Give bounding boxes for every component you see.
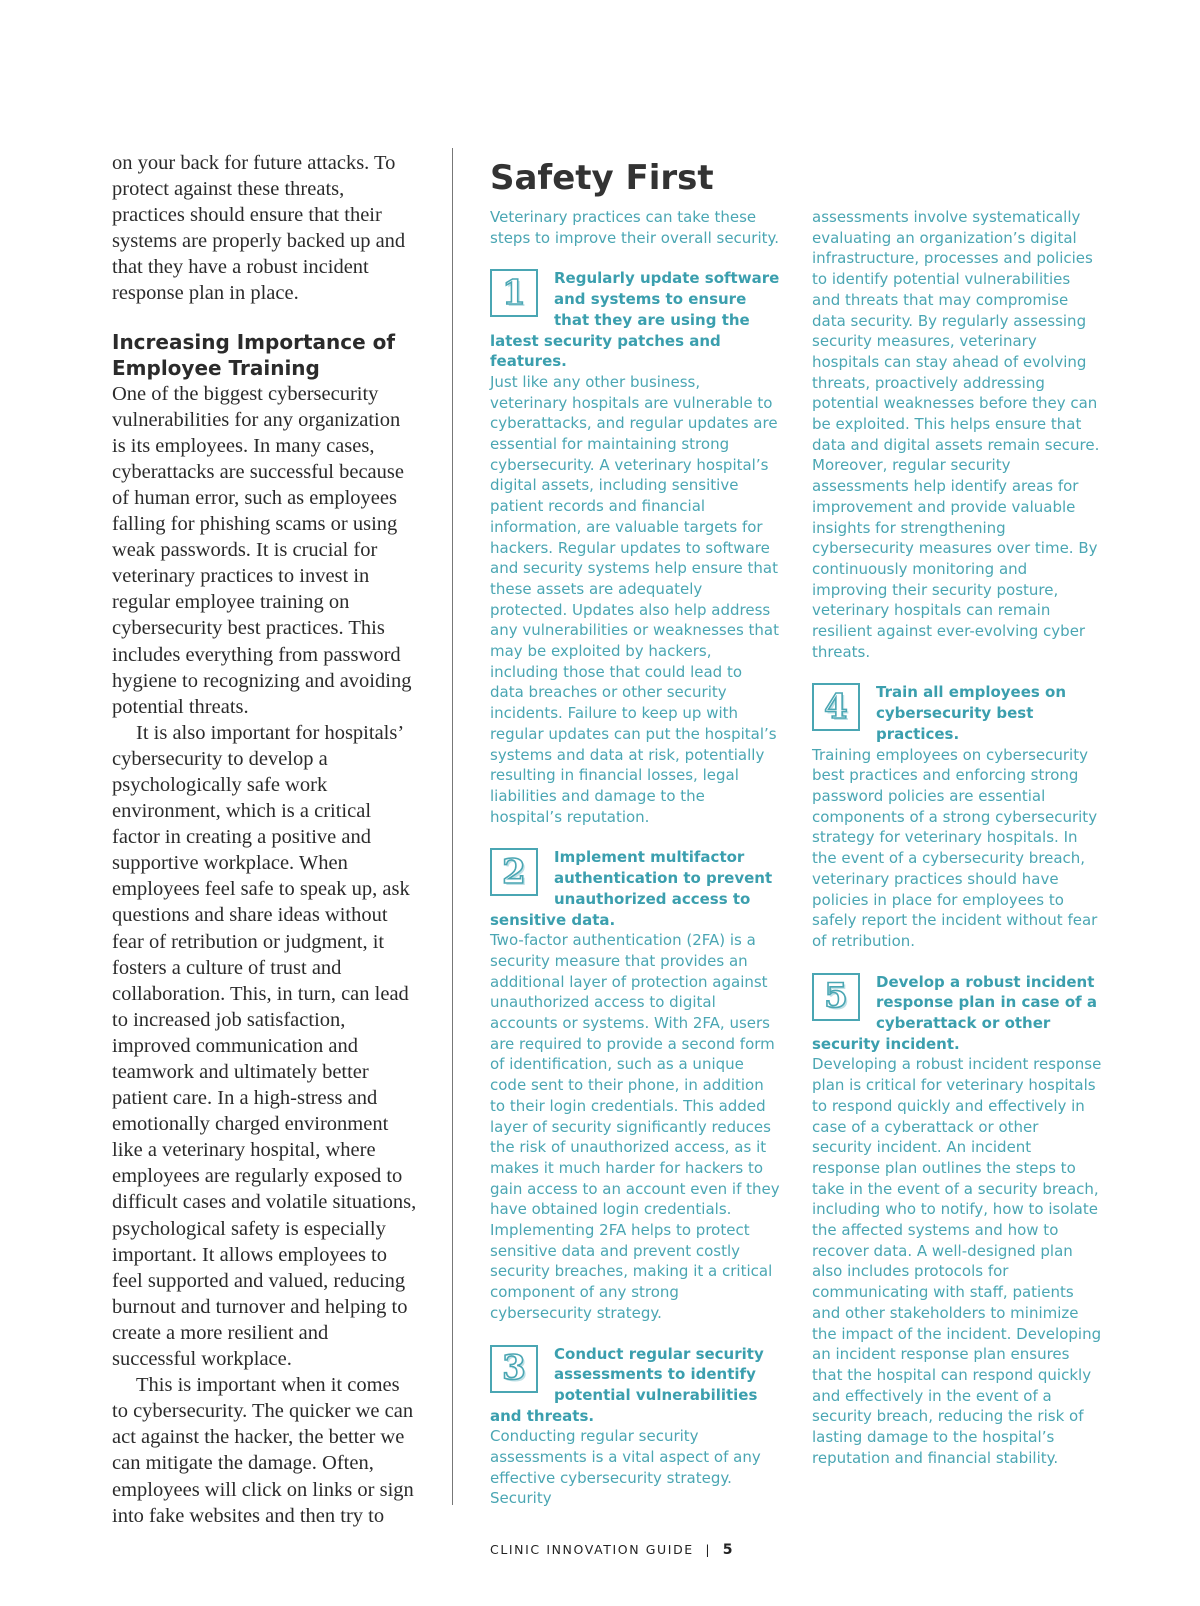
sidebar-column-right bbox=[812, 207, 1102, 1468]
section-heading: Increasing Importance of Employee Training bbox=[112, 329, 396, 380]
article-paragraph: One of the biggest cybersecurity vulnerabilities for any organization is its employees. In many cases, cyberattacks are successful because of human error, such as employees falling for phishing scams or using weak passwords. It is crucial for veterinary practices to invest in regular employee training on cybersecurity best practices. This includes everything from password hygiene to recognizing and avoiding potential threats. bbox=[112, 382, 412, 718]
publication-name: CLINIC INNOVATION GUIDE bbox=[490, 1542, 694, 1557]
step-heading: Develop a robust incident response plan in case of a cyberattack or other security incident. bbox=[812, 972, 1098, 1053]
step-number-badge: 3 bbox=[490, 1345, 538, 1393]
step-body: Two-factor authentication (2FA) is a security measure that provides an additional layer of protection against unauthorized access to digital accounts or systems. With 2FA, users are required to provide a second form of identification, such as a unique code sent to their phone, in addition to their login credentials. This added layer of security significantly reduces the risk of unauthorized access, as it makes it much harder for hackers to gain access to an account even if they have obtained login credentials. Implementing 2FA helps to protect sensitive data and prevent costly security breaches, making it a critical component of any strong cybersecurity strategy. bbox=[490, 931, 780, 1322]
step-item-3 bbox=[490, 1344, 780, 1510]
column-divider bbox=[452, 148, 453, 1505]
step-number-badge: 4 bbox=[812, 683, 860, 731]
step-heading: Train all employees on cybersecurity best practices. bbox=[876, 683, 1067, 743]
step-item-4 bbox=[812, 682, 1102, 951]
page-footer bbox=[490, 1542, 733, 1558]
step-body-continued: assessments involve systematically evaluating an organization’s digital infrastructure, processes and policies to identify potential vulnerabilities and threats that may compromise data security. By regularly assessing security measures, veterinary hospitals can stay ahead of evolving threats, proactively addressing potential weaknesses before they can be exploited. This helps ensure that data and digital assets remain secure. Moreover, regular security assessments help identify areas for improvement and provide valuable insights for strengthening cybersecurity measures over time. By continuously monitoring and improving their security posture, veterinary hospitals can remain resilient against ever-evolving cyber threats. bbox=[812, 208, 1100, 661]
step-body: Training employees on cybersecurity best practices and enforcing strong password policies are essential components of a strong cybersecurity strategy for veterinary hospitals. In the event of a cybersecurity breach, veterinary practices should have policies in place for employees to safely report the incident without fear of retribution. bbox=[812, 745, 1098, 950]
step-heading: Implement multifactor authentication to prevent unauthorized access to sensitive data. bbox=[490, 848, 773, 929]
footer-separator: | bbox=[705, 1542, 712, 1557]
sidebar-column-middle bbox=[490, 207, 780, 1509]
step-body: Developing a robust incident response plan is critical for veterinary hospitals to respond quickly and effectively in case of a cyberattack or other security incident. An incident response plan outlines the steps to take in the event of a security breach, including who to notify, how to isolate the affected systems and how to recover data. A well-designed plan also includes protocols for communicating with staff, patients and other stakeholders to minimize the impact of the incident. Developing an incident response plan ensures that the hospital can respond quickly and effectively in the event of a security breach, reducing the risk of lasting damage to the hospital’s reputation and financial stability. bbox=[812, 1055, 1102, 1467]
step-number-badge: 5 bbox=[812, 973, 860, 1021]
article-paragraph: This is important when it comes to cybersecurity. The quicker we can act against the hacker, the better we can mitigate the damage. Often, employees will click on links or sign into fake websites and then try to bbox=[112, 1374, 414, 1527]
step-heading: Conduct regular security assessments to identify potential vulnerabilities and threats. bbox=[490, 1344, 764, 1425]
step-heading: Regularly update software and systems to ensure that they are using the latest security patches and features. bbox=[490, 269, 780, 371]
step-body: Just like any other business, veterinary hospitals are vulnerable to cyberattacks, and regular updates are essential for maintaining strong cybersecurity. A veterinary hospital’s digital assets, including sensitive patient records and financial information, are valuable targets for hackers. Regular updates to software and security systems help ensure that these assets are adequately protected. Updates also help address any vulnerabilities or weaknesses that may be exploited by hackers, including those that could lead to data breaches or other security incidents. Failure to keep up with regular updates can put the hospital’s systems and data at risk, potentially resulting in financial losses, legal liabilities and damage to the hospital’s reputation. bbox=[490, 372, 779, 826]
page-number: 5 bbox=[722, 1542, 733, 1558]
article-paragraph: It is also important for hospitals’ cybersecurity to develop a psychologically safe work environment, which is a critical factor in creating a positive and supportive workplace. When employees feel safe to speak up, ask questions and share ideas without fear of retribution or judgment, it fosters a culture of trust and collaboration. This, in turn, can lead to increased job satisfaction, improved communication and teamwork and ultimately better patient care. In a high-stress and emotionally charged environment like a veterinary hospital, where employees are regularly exposed to difficult cases and volatile situations, psychological safety is especially important. It allows employees to feel supported and valued, reducing burnout and turnover and helping to create a more resilient and successful workplace. bbox=[112, 721, 417, 1371]
sidebar-title: Safety First bbox=[490, 158, 714, 198]
step-number-badge: 1 bbox=[490, 269, 538, 317]
step-item-5 bbox=[812, 972, 1102, 1469]
sidebar-intro: Veterinary practices can take these steps to improve their overall security. bbox=[490, 208, 780, 247]
article-paragraph: on your back for future attacks. To protect against these threats, practices should ensure that their systems are properly backed up and that they have a robust incident response plan in place. bbox=[112, 152, 406, 305]
step-body: Conducting regular security assessments is a vital aspect of any effective cybersecurity strategy. Security bbox=[490, 1427, 761, 1508]
article-left-column bbox=[112, 150, 417, 1529]
step-item-1 bbox=[490, 268, 780, 827]
step-number-badge: 2 bbox=[490, 848, 538, 896]
step-item-2 bbox=[490, 847, 780, 1323]
